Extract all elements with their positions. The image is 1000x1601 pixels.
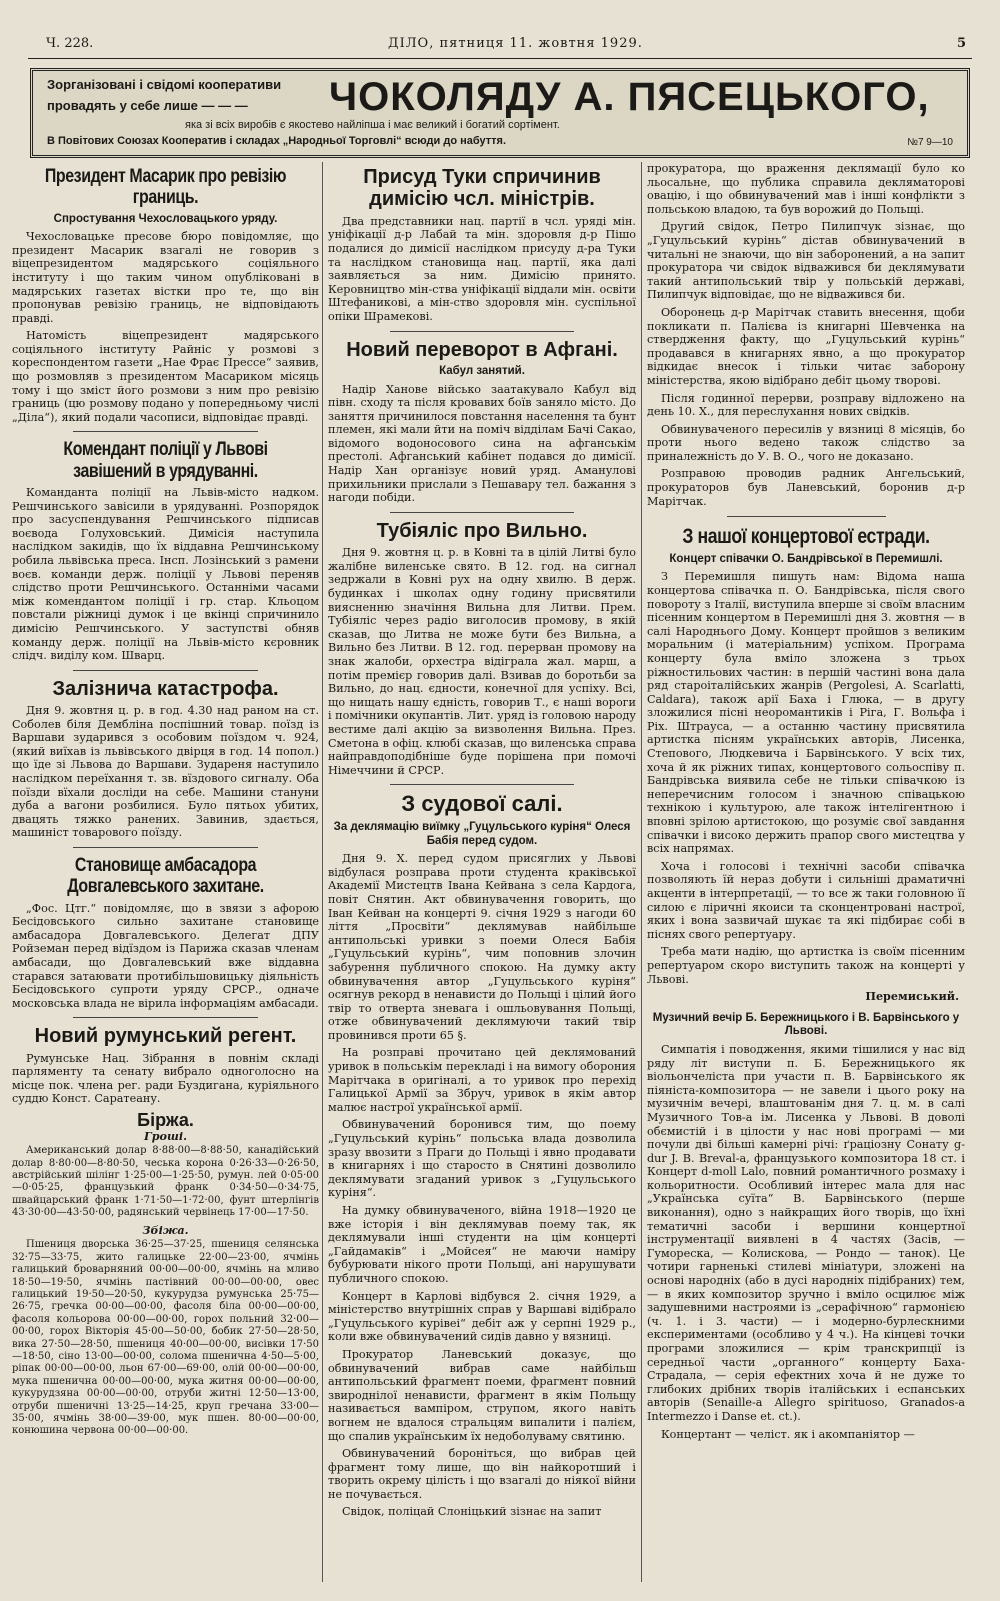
page-header — [28, 34, 972, 59]
article-subtitle: За деклямацію виїмку „Гуцульського куріня“ Олеся Бабія перед судом. — [333, 820, 631, 847]
column-1 — [12, 162, 319, 1582]
article-paragraph: Свідок, поліцай Слоніцький зізнає на запит — [342, 1505, 602, 1519]
separator — [73, 431, 257, 432]
bourse-grain-rates: Пшениця дворська 36·25—37·25, пшениця селянська 32·75—33·75, жито галицьке 22·00—23·00, ячмінь галицький броварняний 00·00—00·00, ячмінь на мливо 18·50—19·50, ячмінь пастівний 00·00—00·00, овес галицький 19·50—20·50, кукурудза румунська 25·75—26·75, гречка 00·00—00·00, фасоля біла 00·00—00·00, фасоля кольорова 00·00—00·00, горох польний 32·00—00·00, горох Вікторія 45·00—50·00, бобик 27·50—28·50, вика 27·50—28·50, пшениця 40·00—00·00, висівки 17·50—18·50, сіно 13·00—00·00, солома пшенична 4·50—5·00, ріпак 00·00—00·00, льон 67·00—69·00, олій 00·00—00·00, мука пшенична 00·00—00·00, мука житня 00·00—00·00, кукурудзяна 00·00—00·00, отруби житні 12·50—13·00, отруби пшеничні 13·25—14·25, круп гречана 33·00—35·00, ячмінь 38·00—39·00, мук пшен. 80·00—00·00, конюшина червона 00·00—00·00. — [12, 1239, 319, 1437]
article-paragraph: Надір Ханове військо заатакувало Кабул від півн. сходу та після кровавих боїв заняло місто. До заняття причинилося повстання населення та бунт племен, які мали йти на поміч відділам Бачі Сакао, відомого водоносового сина на афганськім престолі. Афганський кабінет подався до димісії. Надір Хан організує новий уряд. Аманулові прихильники прислали з Пешавару тел. бажання з нагоди побіди. — [328, 382, 636, 505]
article-title: З судової салі. — [401, 791, 563, 817]
ad-line-3: яка зі всіх виробів є якостево найліпша і має великий і богатий сортімент. — [185, 119, 560, 131]
article-subtitle: Спростування Чехословацького уряду. — [53, 212, 278, 225]
article-subtitle: Концерт співачки О. Бандрівської в Перемишлі. — [669, 552, 943, 565]
article-title: Президент Масарик про ревізію границь. — [44, 166, 287, 209]
separator — [390, 331, 575, 332]
bourse-money-heading: Гроші. — [144, 1128, 187, 1143]
separator — [390, 784, 575, 785]
article-paragraph: Дня 9. жовтня ц. р. в Ковні та в цілій Литві було жалібне виленське свято. В 12. год. на сигнал зедржали в Ковні рух на одну хвилю. В держ. будинках і школах одну годину присвятили виясненню значіння Вильна для Литви. Прем. Тубіяліс через радіо виголосив промову, в якій сказав, що Литва не може бути без Вильна, а Вильно без Литви. В 12. год. перерван промову на знак жалоби, орхестра відіграла жал. марш, а потім премієр говорив далі. Взивав до боротьби за Вильно, до нац. єдности, конечної для успіху. Всі, що нищать нашу єдність, говорив Т., є наші вороги і помічники окупантів. Лит. уряд із головою народу вестиме далі акцію за визволення Вильна. През. Сметона в офіц. клюбі сказав, що виленська справа найправдоподібніше буде порішена при помочі Німеччини й СРСР. — [328, 546, 636, 777]
article-signature: Перемиський. — [865, 989, 959, 1004]
article-title: Тубіяліс про Вильно. — [376, 519, 588, 542]
article-paragraph: Дня 9. жовтня ц. р. в год. 4.30 над раном на ст. Соболев біля Дембліна поспішний товар. поїзд із Варшави зударився з особовим поїздом ч. 924, (який виїхав із львівського двірця в год. 14 попол.) що їде зі Львова до Варшави. Зудареня наступило наслідком переїхання т. зв. вїздового сигналу. Оба поїзди вїхали досліди на себе. Машини стануни дуба а вагони розбилися. Було пятьох убитих, двацять тяжко ранених. Завинив, здається, машиніст товарового поїзду. — [12, 704, 319, 840]
article-paragraph: З Перемишля пишуть нам: Відома наша концертова співачка п. О. Бандрівська, після свого повороту з Італії, виступила вперше зі своїм власним пісенним концертом в Перемишлі дня 3. жовтня — в салі Народнього Дому. Концерт пройшов з великим моральним (і матеріальним) успіхом. Програма концерту була вміло зложена з трьох ріжностильових частин: в першій частині вона дала ряд староіталійських жанрів (Pergolesi, A. Scarlatti, Caldara), також арії Баха і Глюка, — в другу зложилися пісні неоромантиків і Ріга, Г. Вольфа і Ріх. Штрауса, — а останню частину присвятила артистка пісням українських авторів, Лисенка, Степового, Людкевича і Барвінського. У всіх тих, хоча й як ріжних типах, концертового сольоспіву п. Бандрівська виявила себе не тільки співачкою із неперечисним голосом і значною співацькою технікою і культурою, але також інтелігентною і вповні зрілою артистокою, що розуміє свої завдання співачки і високо держить прапор свого мистецтва у всіх напрямах. — [647, 570, 965, 856]
separator — [390, 512, 575, 513]
separator — [73, 847, 257, 848]
article-paragraph: Концертант — челіст. як і акомпаніятор — — [661, 1427, 915, 1441]
article-title: Новий переворот в Афгані. — [346, 338, 618, 361]
article-paragraph: Чехословацьке пресове бюро повідомляє, що президент Масарик взагалі не говорив з віцепрезидентом мадярського соціяльного інституту і що таким чином опубліковані в мадярських газетах вістки про те, що він пропонував ревізію границь, не відповідають правді. — [12, 230, 319, 325]
article-paragraph: Два представники нац. партії в чсл. уряді мін. уніфікації д-р Лабай та мін. здоровля д-р Пішо подалися до димісії наслідком присуду д-ра Туки та наслідком становища нац. партії, яка далі заявляється за ним. Димісію принято. Керовництво мін-ства уніфікації віддали мін. освіти Штефаникові, а мін-ство здоровля мін. суспільної опіки Шрамекові. — [328, 214, 636, 323]
article-title: Становище амбасадора Довгалевського захитане. — [67, 855, 264, 898]
article-title: Присуд Туки спричинив димісію чсл. міністрів. — [363, 166, 601, 211]
article-paragraph: Команданта поліції на Львів-місто надком. Решчинського завісили в урядуванні. Розпорядок про засуспендування Решчинського підписав воєвода Голуховський. Димісія наступила наслідком закидів, що їх віддавна Решчинському робила львівська преса. Інсп. Лозінський з рамени воєв. команди держ. поліції у Львові переняв слідство проти Решчинського. Останніми часами між комендантом поліції і гр. стар. Кльоцом повстали ріжниці думок і це вкінці спричинило димісію Решчинського. У заступстві обняв команду держ. поліції на Львів-місто кєровник слідч. виділу ком. Шварц. — [12, 485, 319, 663]
article-paragraph: прокуратора, що враження деклямації було ко льосальне, що публика справила декляматорові овацію, і що обвинувачений мав і інші конфлікти з польською владою, та був ворожий до Польщі. — [647, 162, 965, 216]
article-subtitle: Кабул занятий. — [439, 364, 525, 377]
article-paragraph: Обвинувачений боронився тим, що поему „Гуцульський курінь“ польська влада дозволила зразу ввозити з Праги до Польщі і явно продавати в книгарнях і що старосто в Снятині дозволило деклямувати згаданий уривок з „Гуцульського куріня“. — [328, 1118, 636, 1200]
page-label: Ч. 228. — [46, 36, 94, 51]
column-divider — [641, 162, 642, 1582]
article-subtitle: Музичний вечір Б. Бережницького і В. Барвінського у Львові. — [652, 1011, 960, 1038]
ad-headline: ЧОКОЛЯДУ А. ПЯСЕЦЬКОГО, — [329, 75, 930, 119]
article-paragraph: На розправі прочитано цей деклямований уривок в польськім перекладі і на вимогу оборония Марітчака в оригіналі, а то уривок про перехід Галицької Армії за Збруч, уривок в якім автор малює настрої української армії. — [328, 1046, 636, 1114]
article-paragraph: Натомість віцепрезидент мадярського соціяльного інституту Райніс у розмові з кореспондентом газети „Нае Фрає Прессе“ заявив, що розмовляв з президентом Масариком місяць тому і що зміст його розмови з ним про ревізію границь (цю розмову подано у попередньому числі „Діла“), який подали часописи, відповідає правді. — [12, 329, 319, 424]
column-divider — [322, 162, 323, 1582]
bourse-grain-heading: Збіжа. — [142, 1222, 189, 1237]
article-paragraph: Треба мати надію, що артистка із своїм пісенним репертуаром скоро виступить також на концерті у Львові. — [647, 945, 965, 986]
article-title: Залізнича катастрофа. — [52, 677, 279, 700]
column-3 — [647, 162, 965, 1582]
article-title: Комендант поліції у Львові завішений в урядуванні. — [63, 439, 268, 482]
ad-line-1: Зорганізовані і свідомі кооперативи — [47, 77, 282, 92]
article-paragraph: На думку обвинуваченого, війна 1918—1920 це вже історія і він деклямував поему так, як деклямували інші студенти на цім концерті „Гайдамаків“ і „Мойсея“ не маючи наміру бубурювати нікого проти Польщі, ані нарушувати публичного спокою. — [328, 1204, 636, 1285]
chocolate-advertisement — [30, 68, 970, 158]
article-title: Новий румунський регент. — [34, 1025, 297, 1048]
bourse-money-rates: Американський долар 8·88·00—8·88·50, канадійський долар 8·80·00—8·80·50, чеська корона 0·26·33—0·26·50, австрійський шілінг 1·25·00—1·25·50, румун. лей 0·05·00—0·05·25, французький франк 0·34·50—0·34·75, швайцарський франк 1·71·50—1·72·00, фунт штерлінгів 43·30·00—43·50·00, радянський червінець 17·00—17·50. — [12, 1145, 319, 1219]
article-paragraph: Обвинуваченого пересилів у вязниці 8 місяців, бо проти нього ведено також слідство за приналежність до У. В. О., чого не доказано. — [647, 422, 965, 463]
article-paragraph: Після годинної перерви, розправу відложено на день 10. Х., для переслухання нових свідків. — [647, 391, 965, 419]
ad-line-4: В Повітових Союзах Кооператив і складах „Народньої Торговлі“ всюди до набуття. — [47, 135, 507, 147]
article-paragraph: Румунське Нац. Зібрання в повнім складі парляменту та сенату вибрало одноголосно на місце пок. члена рег. ради Буздигана, куріяльного суддю Конст. Саратеану. — [12, 1051, 319, 1106]
column-2 — [328, 162, 636, 1582]
article-paragraph: Розправою проводив радник Ангельський, прокураторов був Ланевський, боронив д-р Марітчак. — [647, 467, 965, 508]
separator — [73, 670, 257, 671]
ad-code: №7 9—10 — [907, 137, 953, 148]
article-paragraph: Симпатія і поводження, якими тішилися у нас від ряду літ виступи п. Б. Бережницького як віольончеліста при участи п. В. Барвінського як піяніста-композитора — не завели і цього року на музичнім вечері, влаштованім дня 7. ц. м. в салі Музичного Тов-а ім. Лисенка у Львові. В доволі обємистій і в цілости у нас нові програмі — ми почули дві більші камерні річі: ґраціозну Сонату g-dur J. B. Breval-а, французького композитора 18 ст. і Концерт d-moll Lalo, повний романтичного розмаху і кольоритности. Особливий інтерес мала для нас „Українська суїта“ В. Барвінського (перше виконання), одно з найкращих його творів, що їхні тематичні засоби і вершини концертної інструментації виявлені в 4 частях (Засів, — Гумореска, — Колискова, — Рондо — танок). Це чотири гарненькі стилеві мініатури, зложені на основі народніх (або в дусі народніх підібраних) тем, — в яких композитор зручно і вміло осцилює між задушевними настроями із „серафічною“ гармонією (ч. 1. і 3. части) — і модерно-бурлескними експериментами (особливо у 4 ч.). На кінцеві точки програми зложилися — крім транскрипції із середньої части „органного“ концерту Баха-Страдала, — серія ефектних хоча й не дуже то глибоких дрібних творів італійських і еспанських авторів (Senaille-a Allegro spirituoso, Granados-a Intermezzo і Danse et. ct.). — [647, 1042, 965, 1423]
separator — [727, 516, 886, 517]
separator — [73, 1017, 257, 1018]
article-paragraph: Хоча і голосові і технічні засоби співачка позволяють їй нераз добути і сильніші драматичні акценти в інтерпретації, — то все ж таки головною її силою є ліричні якоиси та сконцентровані настрої, яких і вона зазвичай шукає та які підбирає собі в піснях свого репертуару. — [647, 859, 965, 941]
article-title: З нашої концертової естради. — [682, 525, 930, 549]
article-paragraph: Прокуратор Ланевський доказує, що обвинувачений вибрав саме найбільш антипольський фрагмент поеми, фрагмент повний звироднілої ненависти, фрагмент в якім Польщу називається вампіром, струпом, якого навіть вогнем не вдалося стральцям випалити і палієм, що спалив українським їх недоболуваму святиню. — [328, 1347, 636, 1443]
ad-line-2: провадять у себе лише — — — — [47, 98, 248, 113]
article-paragraph: Обвинувачений бороніться, що вибрав цей фрагмент тому лише, що він найкоротший і творить окрему цілість і що взагалі до ніякої війни не почувається. — [328, 1447, 636, 1501]
article-paragraph: Оборонець д-р Марітчак ставить внесення, щоби покликати п. Палієва із книгарні Шевченка на ствердження факту, що „Гуцульський курінь“ продавався в книгарнях явно, а що прокуратор відкидає внесок і тільки читає заборону міністерства, якою відібрано дебіт цьому творові. — [647, 305, 965, 387]
article-paragraph: Другий свідок, Петро Пилипчук зізнає, що „Гуцульський курінь“ дістав обвинувачений в читальні не знаючи, що він заборонений, а на запит прокуратора чи свідок відважився би деклямувати такий антипольський твір у польській державі, Пилипчук відповідає, що не відважився би. — [647, 220, 965, 302]
masthead: ДІЛО, пятниця 11. жовтня 1929. — [388, 36, 643, 51]
bourse-title: Біржа. — [137, 1110, 194, 1131]
article-paragraph: Дня 9. Х. перед судом присяглих у Львові відбулася розправа проти студента краківської Академії Мистецтв Івана Кейвана з села Кардога, повіт Снятин. Акт обвинувачення говорить, що Іван Кейван на концерті 9. січня 1929 з нагоди 60 ліття „Просвіти“ деклямував найбільше антипольські уривки з поеми Олеся Бабія „Гуцульський курінь“, чим поповнив злочин забурення публичного спокою. На думку акту обвинувачення автор „Гуцульського куріня“ осягнув рекорд в ненависти до Польщі і цілий його твір то отверта зневага і ошльовування Польщі, отже обвинувачений деклямуючи такий твір провинився проти 65 §. — [328, 852, 636, 1042]
article-paragraph: Концерт в Карлові відбувся 2. січня 1929, а міністерство внутрішніх справ у Варшаві відібрало „Гуцульського курівеі“ дебіт аж у серпні 1929 р., коли вже обвинувачений сидів давно у вязниці. — [328, 1289, 636, 1344]
page-number: 5 — [956, 36, 966, 51]
article-paragraph: „Фос. Цтг.“ повідомляє, що в звязи з афорою Бесідовського сильно захитане становище амбасадора Довгалевського. Делегат ДПУ Ройземан перед відїздом із Парижа сказав членам амбасади, що Довгалевський вже віддавна старався затаювати протибільшовицьку діяльність Бесідовського супроти уряду СРСР., одначе московська влада не вірила інформаціям амбасади. — [12, 901, 319, 1010]
